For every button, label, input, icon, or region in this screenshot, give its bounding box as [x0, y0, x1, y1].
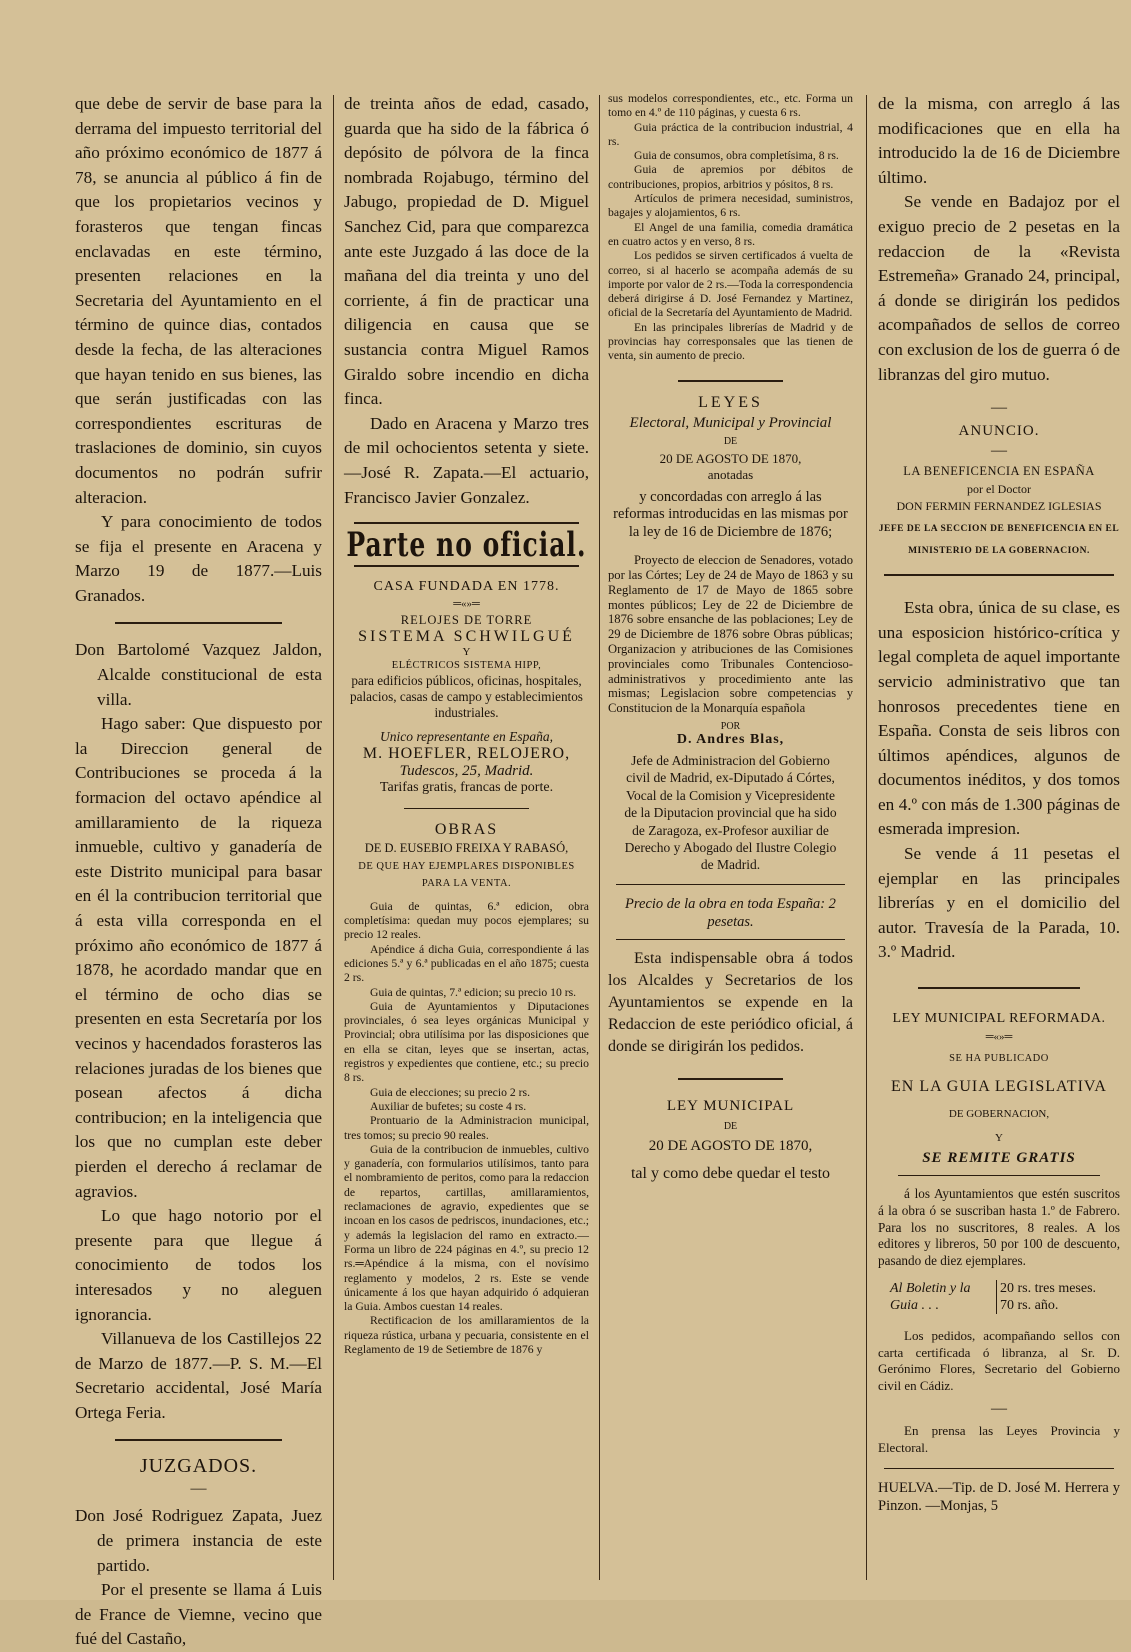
ad-line: 20 DE AGOSTO DE 1870, [659, 450, 802, 466]
ad-line: DE GOBERNACION, [948, 1108, 1050, 1121]
divider [115, 1439, 282, 1441]
column-rule [599, 95, 600, 1580]
ad-heading: ANUNCIO. [958, 423, 1040, 440]
column-2 [344, 92, 589, 1357]
section-heading: JUZGADOS. [139, 1455, 258, 1478]
list-item: Guia de la contribucion de inmuebles, cultivo y ganadería, con formularios utilísimos, tanto para el nombramiento de peritos, como para la redaccion de repartos, cartillas, amillaramientos, reclamaciones de agravio, expedientes que se incoan en los casos de pedriscos, inundaciones, etc.; y además la legislacion del ramo en extracto.—Forma un libro de 224 páginas en 4.º, su precio 12 rs.═Apéndice á la misma, con el novísimo reglamento y modelos, 2 rs. Este se vende únicamente á los que hayan adquirido ó adquieran la Guia. Ambos cuestan 14 reales. [344, 1142, 589, 1314]
list-item: Guia de elecciones; su precio 2 rs. [370, 1085, 530, 1099]
list-item: Artículos de primera necesidad, suministros, bagajes y alojamientos, 6 rs. [608, 192, 853, 220]
list-item: Apéndice á dicha Guia, correspondiente á las ediciones 5.ª y 6.ª publicadas en el año 1875; cuesta 2 rs. [344, 942, 589, 985]
divider: — [190, 1480, 207, 1498]
divider [354, 565, 579, 567]
paragraph: Villanueva de los Castillejos 22 de Marzo de 1877.—P. S. M.—El Secretario accidental, José María Ortega Feria. [75, 1329, 322, 1422]
paragraph: Esta obra, única de su clase, es una esposicion histórico-crítica y legal completa de aquel importante servicio administrativo que tan honrosos precedentes tiene en España. Consta de seis libros con últimos apéndices, algunos de documentos inéditos, y dos tomos en 4.º con más de 1.300 páginas de esmerada impresion. [878, 598, 1120, 839]
paragraph: Dado en Aracena y Marzo tres de mil ochocientos setenta y siete.—José R. Zapata.—El actuario, Francisco Javier Gonzalez. [344, 413, 589, 507]
ad-heading: LEY MUNICIPAL REFORMADA. [892, 1011, 1106, 1027]
paragraph: Por el presente se llama á Luis de France de Viemne, vecino que fué del Castaño, [75, 1580, 322, 1649]
ad-line: anotadas [707, 466, 754, 482]
ad-text: Los pedidos, acompañando sellos con carta certificada ó libranza, al Sr. D. Gerónimo Flores, Secretario del Gobierno civil en Cádiz. [878, 1328, 1120, 1393]
ad-line: DE D. EUSEBIO FREIXA Y RABASÓ, [364, 840, 569, 855]
ad-line: DON FERMIN FERNANDEZ IGLESIAS [896, 499, 1102, 514]
list-item: Guia práctica de la contribucion industrial, 4 rs. [608, 120, 853, 148]
ad-line: 20 DE AGOSTO DE 1870, [648, 1137, 813, 1154]
paragraph: que debe de servir de base para la derrama del impuesto territorial del año próximo económico de 1877 á 78, se anuncia al público á fin de que los propietarios vecinos y forasteros que tengan fincas enclavadas en este término, presenten relaciones en la Secretaria del Ayuntamiento en el término de quince dias, contados desde la fecha, de las alteraciones que hayan tenido en sus bienes, las que serán justificadas con las correspondientes escrituras de traslaciones de dominio, sin cuyos documentos no podrán sufrir alteracion. [75, 94, 322, 507]
divider [918, 987, 1080, 989]
ad-line: M. HOEFLER, RELOJERO, [362, 744, 571, 762]
paragraph: Se vende en Badajoz por el exiguo precio de 2 pesetas en la redaccion de la «Revista Estremeña» Granado 24, principal, á donde se dirigirán los pedidos acompañados de sellos de correo con exclusion de los de guerra ó de libranzas del giro mutuo. [878, 192, 1120, 384]
ad-text: Jefe de Administracion del Gobierno civil de Madrid, ex-Diputado á Córtes, Vocal de la Comision y Vicepresidente de la Diputacion provincial que ha sido de Zaragoza, ex-Profesor auxiliar de Derecho y Abogado del Ilustre Colegio de Madrid. [624, 752, 837, 873]
paragraph: Y para conocimiento de todos se fija el presente en Aracena y Marzo 19 de 1877.—Luis Granados. [75, 512, 322, 605]
paragraph: Don José Rodriguez Zapata, Juez de primera instancia de este partido. [75, 1506, 322, 1575]
ad-line: Unico representante en España, [380, 728, 553, 744]
divider [884, 1468, 1114, 1469]
paragraph: de treinta años de edad, casado, guarda que ha sido de la fábrica ó depósito de pólvora de la finca nombrada Rojabugo, término del Jabugo, propiedad de D. Miguel Sanchez Cid, para que comparezca ante este Juzgado á las doce de la mañana del dia treinta y uno del corriente, á fin de practicar una diligencia en causa que se sustancia contra Miguel Ramos Giraldo sobre incendio en dicha finca. [344, 94, 589, 409]
divider [898, 1175, 1100, 1176]
column-rule [333, 95, 334, 1580]
list-item: Guia de quintas, 6.ª edicion, obra completísima: quedan muy pocos ejemplares; su precio 12 reales. [344, 899, 589, 942]
price-label: Al Boletin y la Guia . . . [890, 1281, 971, 1314]
ad-line: ELÉCTRICOS SISTEMA HIPP, [391, 660, 542, 672]
ad-text: Proyecto de eleccion de Senadores, votado por las Córtes; Ley de 24 de Mayo de 1863 y su Reglamento de 17 de Mayo de 1865 sobre montes públicos; Ley de 22 de Diciembre de 1876 sobre ensanche de las poblaciones; Ley de 29 de Diciembre de 1876 sobre Obras públicas; Organizacion y atribuciones de las Comisiones provinciales como Tribunales Contencioso-administrativos y procedimiento ante las mismas; Legislacion sobre competencias y Constitucion de la Monarquía española [608, 553, 853, 716]
price-values: 20 rs. tres meses. 70 rs. año. [996, 1280, 1096, 1314]
column-4 [878, 92, 1120, 1515]
ad-line: Tudescos, 25, Madrid. [399, 762, 534, 779]
section-heading: Parte no oficial. [346, 525, 587, 565]
column-3 [608, 92, 853, 1183]
ad-text: y concordadas con arreglo á las reformas introducidas en las mismas por la ley de 16 de Diciembre de 1876; [613, 488, 848, 540]
paragraph: de la misma, con arreglo á las modificaciones que en ella ha introducido la de 16 de Diciembre último. [878, 94, 1120, 187]
ad-line: Electoral, Municipal y Provincial [629, 414, 832, 431]
divider [678, 380, 783, 382]
ad-heading: OBRAS [434, 820, 499, 838]
divider: — [991, 442, 1007, 460]
ad-heading: LEYES [698, 393, 763, 411]
ad-text: En prensa las Leyes Provincia y Electoral. [878, 1423, 1120, 1456]
ad-line: JEFE DE LA SECCION DE BENEFICENCIA EN EL MINISTERIO DE LA GOBERNACION. [878, 524, 1120, 557]
list-item: Auxiliar de bufetes; su coste 4 rs. [370, 1099, 527, 1113]
paragraph: Se vende á 11 pesetas el ejemplar en las principales librerías y en el domicilio del autor. Travesía de la Parada, 10. 3.º Madrid. [878, 844, 1120, 962]
ad-line: DE [723, 435, 738, 447]
ad-line: LA BENEFICENCIA EN ESPAÑA [903, 464, 1095, 479]
ad-line: RELOJES DE TORRE [400, 613, 533, 628]
ad-line: por el Doctor [967, 482, 1031, 497]
ad-line: DE [723, 1120, 738, 1132]
ad-text: para edificios públicos, oficinas, hospitales, palacios, casas de campo y establecimientos industriales. [350, 673, 583, 720]
ad-heading: LEY MUNICIPAL [666, 1097, 795, 1114]
column-rule [866, 95, 867, 1580]
ad-text: á los Ayuntamientos que estén suscritos á la obra ó se suscriban hasta 1.º de Fabrero. Para los no suscritores, 8 reales. A los editores y libreros, 50 por 100 de descuento, pasando de diez ejemplares. [878, 1186, 1120, 1269]
paragraph: Esta indispensable obra á todos los Alcaldes y Secretarios de los Ayuntamientos se expende en la Redaccion de este periódico oficial, á donde se dirigirán los pedidos. [608, 949, 853, 1055]
list-item: Guia de consumos, obra completísima, 8 rs. [634, 149, 839, 163]
list-item: En las principales librerías de Madrid y de provincias hay corresponsales que las tienen de venta, sin aumento de precio. [608, 320, 853, 363]
list-item: Rectificacion de los amillaramientos de la riqueza rústica, urbana y pecuaria, consistente en el Reglamento de 19 de Setiembre de 1876 y [344, 1314, 589, 1357]
list-item: Prontuario de la Administracion municipal, tres tomos; su precio 90 reales. [344, 1114, 589, 1142]
paragraph: Hago saber: Que dispuesto por la Direccion general de Contribuciones se proceda á la formacion del octavo apéndice al amillaramiento de la riqueza inmueble, cultivo y ganadería de este Distrito municipal para basar en él la contribucion territorial que á esta villa corresponda en el próximo año económico de 1877 á 1878, he acordado mandar que en el término de ocho dias se presenten en esta Secretaría por los vecinos y hacendados forasteros las relaciones juradas de los bienes que posean afectos á dicha contribucion; en la inteligencia que los que no cumplan este deber pierden el derecho á reclamar de agravios. [75, 714, 322, 1201]
ad-line: DE QUE HAY EJEMPLARES DISPONIBLES PARA LA VENTA. [358, 860, 575, 889]
divider [115, 622, 282, 624]
column-1 [75, 92, 322, 1652]
list-item: Guia de apremios por débitos de contribuciones, propios, arbitrios y pósitos, 8 rs. [608, 163, 853, 191]
divider: — [991, 1400, 1007, 1418]
ad-line: SE REMITE GRATIS [922, 1150, 1076, 1167]
paragraph: Don Bartolomé Vazquez Jaldon, Alcalde constitucional de esta villa. [75, 640, 322, 709]
list-item: Los pedidos se sirven certificados á vuelta de correo, si al hacerlo se acompaña además de su importe por valor de 2 rs.—Toda la correspondencia deberá dirigirse á D. José Fernandez y Martinez, oficial de la Secretaría del Ayuntamiento de Madrid. [608, 249, 853, 320]
ad-line: Y [995, 1132, 1003, 1145]
list-item: sus modelos correspondientes, etc., etc. Forma un tomo en 4.º de 110 páginas, y cuesta 6 rs. [608, 92, 853, 120]
ornament: ═«»═ [985, 1031, 1013, 1044]
divider [884, 574, 1114, 576]
ad-line: tal y como debe quedar el testo [630, 1164, 831, 1182]
list-item: El Angel de una familia, comedia dramática en cuatro actos y en verso, 8 rs. [608, 220, 853, 248]
divider [354, 522, 579, 524]
ad-heading: CASA FUNDADA EN 1778. [373, 579, 560, 595]
divider [616, 939, 845, 940]
list-item: Guia de quintas, 7.ª edicion; su precio 10 rs. [370, 985, 577, 999]
ad-text: Precio de la obra en toda España: 2 pesetas. [625, 895, 836, 930]
divider: — [991, 399, 1007, 417]
ad-line: D. Andres Blas, [676, 731, 785, 747]
divider [678, 1078, 783, 1080]
ad-line: Tarifas gratis, francas de porte. [379, 779, 554, 795]
divider [616, 884, 845, 885]
imprint: HUELVA.—Tip. de D. José M. Herrera y Pinzon. —Monjas, 5 [878, 1480, 1120, 1515]
list-item: Guia de Ayuntamientos y Diputaciones provinciales, ó sea leyes orgánicas Municipal y Provincial; obra utilísima por las disposiciones que en ella se citan, leyes que se insertan, actas, registros y expedientes que contiene, etc.; su precio 8 rs. [344, 999, 589, 1085]
ad-line: EN LA GUIA LEGISLATIVA [891, 1078, 1107, 1096]
ad-line: Y [462, 646, 471, 659]
ad-line: SE HA PUBLICADO [949, 1053, 1049, 1065]
price-table [878, 1280, 1120, 1314]
paragraph: Lo que hago notorio por el presente para que llegue á conocimiento de todos los interesados y no aleguen ignorancia. [75, 1206, 322, 1324]
ad-line: POR [720, 720, 741, 732]
ad-line: SISTEMA SCHWILGUÉ [358, 628, 575, 646]
divider [404, 808, 529, 809]
ornament: ═«»═ [453, 598, 480, 611]
